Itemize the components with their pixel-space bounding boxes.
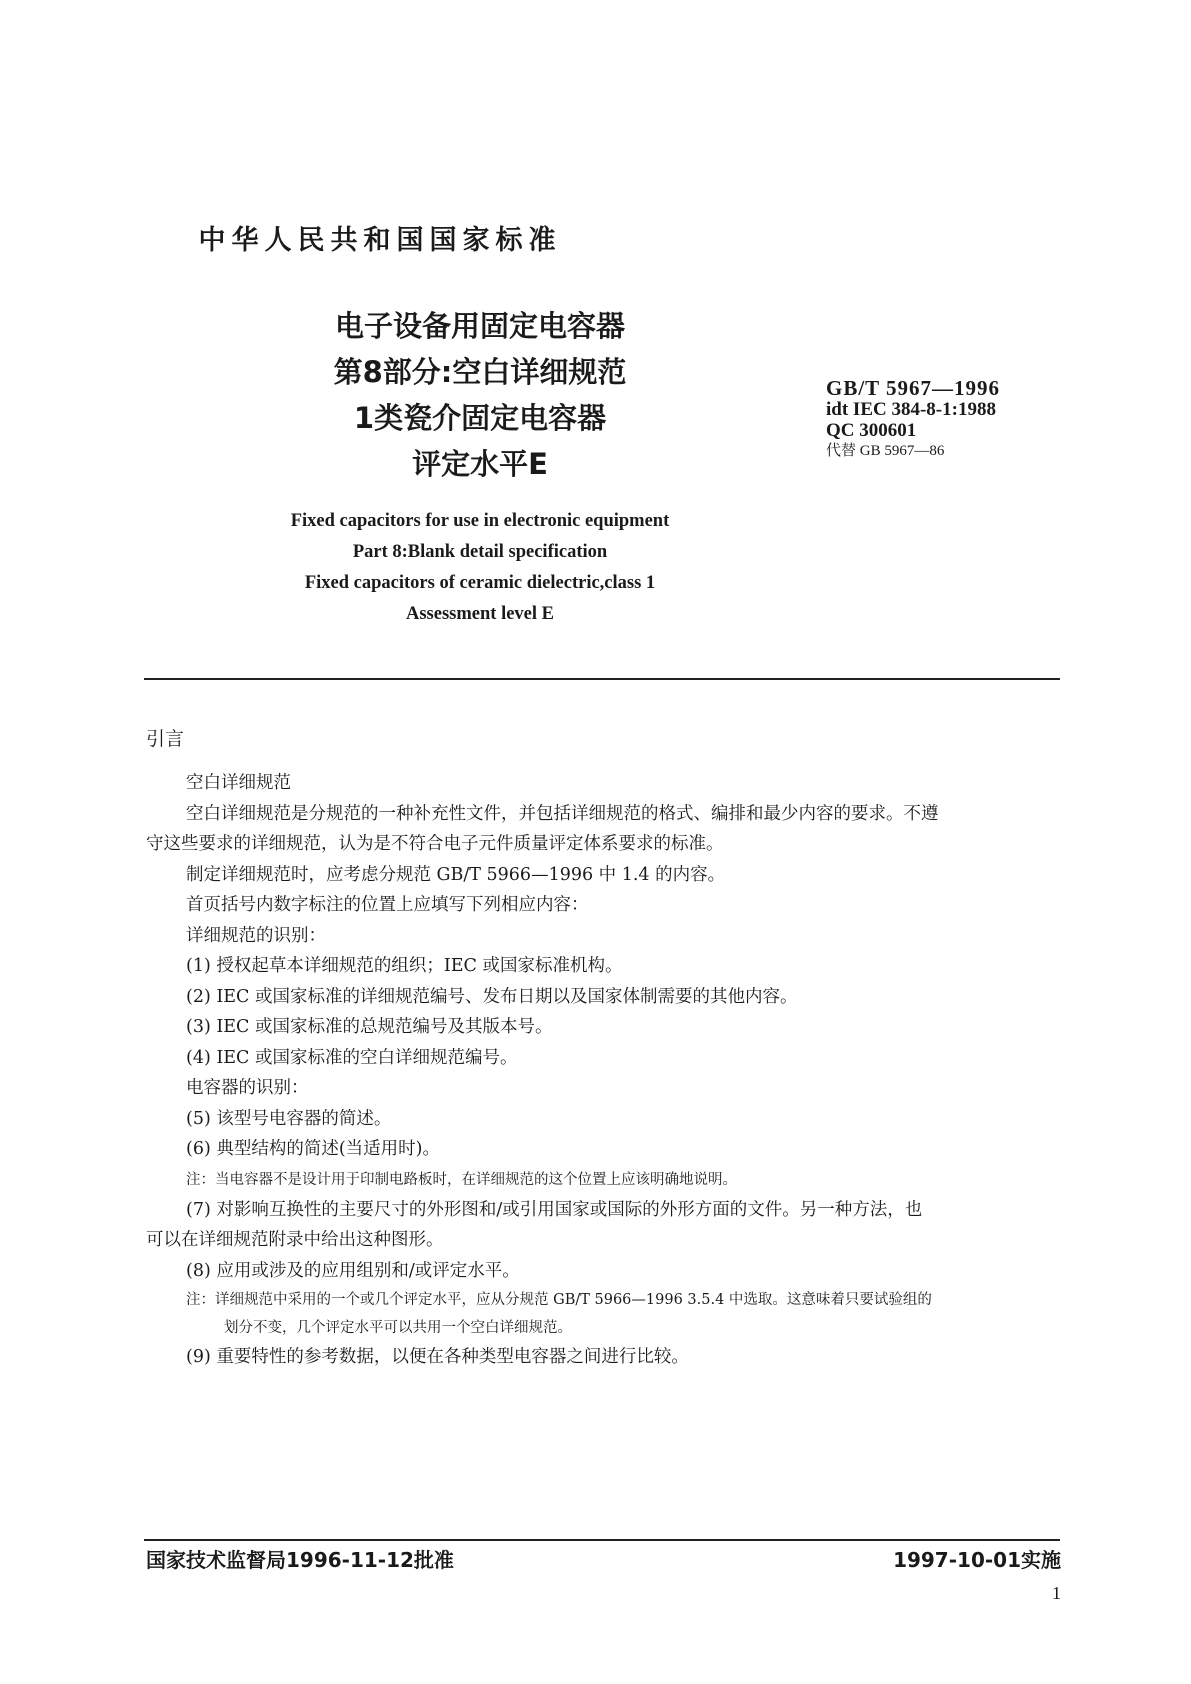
cn-title-line: 1类瓷介固定电容器	[353, 401, 607, 435]
list-item: (7) 对影响互换性的主要尺寸的外形图和/或引用国家或国际的外形方面的文件。另一种方法，也	[186, 1199, 923, 1220]
paragraph-continuation: 守这些要求的详细规范，认为是不符合电子元件质量评定体系要求的标准。	[146, 834, 724, 854]
list-item: (4) IEC 或国家标准的空白详细规范编号。	[186, 1047, 518, 1068]
bottom-divider	[144, 1539, 1060, 1541]
en-title-line: Fixed capacitors of ceramic dielectric,class 1	[304, 573, 656, 593]
idt-code: idt IEC 384-8-1:1988	[826, 399, 996, 420]
approval-date: 国家技术监督局1996-11-12批准	[146, 1548, 454, 1572]
list-item: (3) IEC 或国家标准的总规范编号及其版本号。	[186, 1017, 553, 1037]
paragraph: 空白详细规范	[186, 773, 291, 793]
note	[146, 1286, 1062, 1342]
en-title-line: Assessment level E	[406, 604, 554, 624]
list-item: (8) 应用或涉及的应用组别和/或评定水平。	[186, 1260, 520, 1281]
standard-codes	[826, 378, 1000, 462]
cn-title-line: 电子设备用固定电容器	[334, 309, 625, 343]
en-title-line: Part 8:Blank detail specification	[352, 542, 608, 562]
chinese-title-block	[240, 303, 720, 487]
cn-title-line: 评定水平E	[412, 447, 548, 481]
effective-date: 1997-10-01实施	[893, 1548, 1061, 1572]
intro-body	[146, 768, 1062, 1373]
list-item: (9) 重要特性的参考数据，以便在各种类型电容器之间进行比较。	[186, 1347, 689, 1367]
paragraph: 制定详细规范时，应考虑分规范 GB/T 5966—1996 中 1.4 的内容。	[186, 864, 726, 885]
page-number: 1	[1052, 1583, 1061, 1603]
paragraph: 详细规范的识别：	[186, 925, 326, 946]
cn-title-line: 第8部分:空白详细规范	[333, 355, 627, 389]
section-heading: 引言	[146, 728, 185, 750]
gb-code: GB/T 5967—1996	[826, 376, 1001, 400]
list-item: (2) IEC 或国家标准的详细规范编号、发布日期以及国家体制需要的其他内容。	[186, 986, 798, 1007]
list-item: (6) 典型结构的简述(当适用时)。	[186, 1139, 441, 1159]
english-title-block	[230, 506, 730, 630]
paragraph: 电容器的识别：	[186, 1078, 309, 1098]
note-line-continuation: 划分不变，几个评定水平可以共用一个空白详细规范。	[224, 1320, 572, 1336]
en-title-line: Fixed capacitors for use in electronic equipment	[290, 511, 670, 531]
list-item: (5) 该型号电容器的简述。	[186, 1108, 392, 1129]
paragraph: 空白详细规范是分规范的一种补充性文件，并包括详细规范的格式、编排和最少内容的要求。不遵	[186, 803, 939, 824]
list-item: (1) 授权起草本详细规范的组织；IEC 或国家标准机构。	[186, 956, 623, 976]
top-divider	[144, 678, 1060, 680]
paragraph: 首页括号内数字标注的位置上应填写下列相应内容：	[186, 895, 589, 915]
note: 注：当电容器不是设计用于印制电路板时，在详细规范的这个位置上应该明确地说明。	[186, 1171, 737, 1188]
note-line: 注：详细规范中采用的一个或几个评定水平，应从分规范 GB/T 5966—1996 3.5.4 中选取。这意味着只要试验组的	[186, 1292, 932, 1308]
replaces-code: 代替 GB 5967—86	[826, 443, 945, 459]
qc-code: QC 300601	[826, 420, 917, 441]
national-standard-title: 中华人民共和国国家标准	[198, 225, 562, 256]
paragraph-continuation: 可以在详细规范附录中给出这种图形。	[146, 1230, 444, 1250]
